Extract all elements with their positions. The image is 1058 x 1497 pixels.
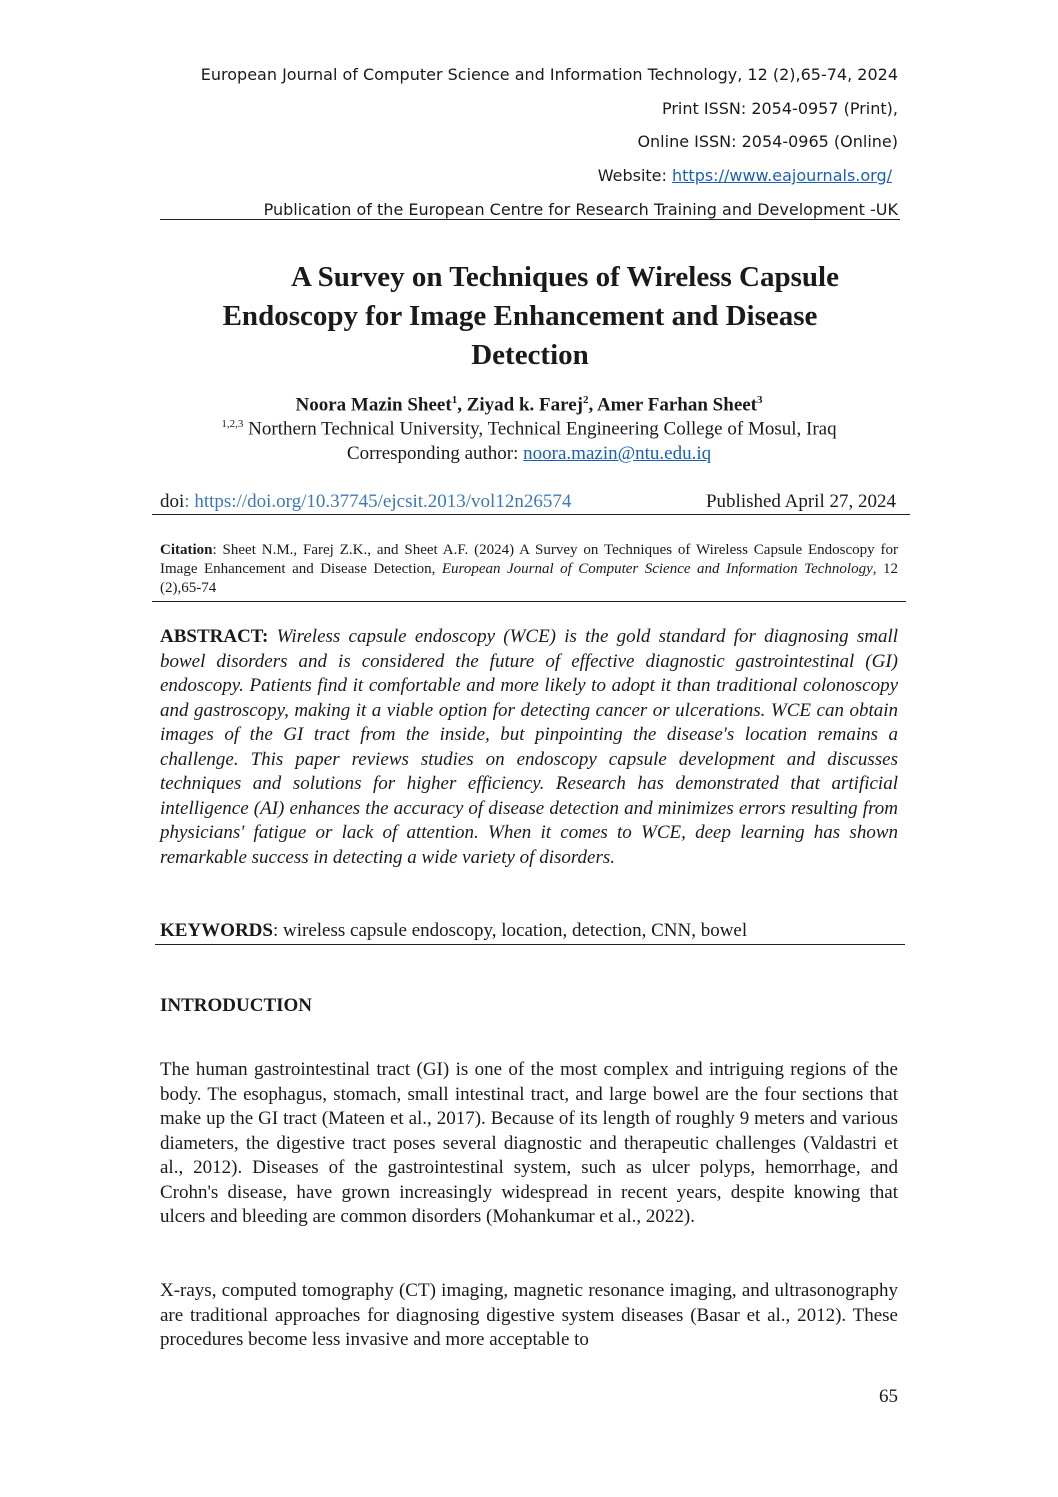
introduction-heading: INTRODUCTION	[160, 995, 313, 1016]
doi-line	[160, 491, 571, 513]
affiliation	[0, 418, 1058, 440]
doi-rule	[152, 514, 910, 515]
keywords-label: KEYWORDS	[160, 920, 273, 941]
citation-journal: European Journal of Computer Science and Information Technology	[441, 561, 873, 577]
doi-colon: :	[184, 491, 195, 512]
affiliation-text: Northern Technical University, Technical Engineering College of Mosul, Iraq	[243, 418, 837, 440]
page-number: 65	[879, 1386, 898, 1407]
paper-title	[150, 258, 910, 375]
author-separator: ,	[588, 394, 597, 416]
print-issn: Print ISSN: 2054-0957 (Print),	[661, 99, 898, 118]
corresponding-author	[0, 443, 1058, 465]
keywords-rule	[155, 944, 905, 945]
authors	[0, 394, 1058, 416]
citation-block	[160, 541, 898, 598]
author-sup: 2	[582, 394, 589, 406]
website-link[interactable]: https://www.eajournals.org/	[672, 166, 892, 185]
header-rule	[160, 219, 900, 220]
doi-link[interactable]: https://doi.org/10.37745/ejcsit.2013/vol12n26574	[194, 491, 572, 512]
website-line	[598, 166, 892, 185]
abstract-label: ABSTRACT:	[160, 626, 269, 647]
author-sup: 1	[451, 394, 458, 406]
citation-rule	[152, 601, 906, 602]
title-line-3: Detection	[471, 339, 589, 371]
keywords-text: : wireless capsule endoscopy, location, detection, CNN, bowel	[272, 920, 748, 941]
corresponding-email-link[interactable]: noora.mazin@ntu.edu.iq	[523, 443, 712, 464]
abstract-block	[160, 625, 898, 870]
introduction-paragraph: The human gastrointestinal tract (GI) is one of the most complex and intriguing regions of the body. The esophagus, stomach, small intestinal tract, and large bowel are the four sections that make up the GI tract (Mateen et al., 2017). Because of its length of roughly 9 meters and various diameters, the digestive tract poses several diagnostic and therapeutic challenges (Valdastri et al., 2012). Diseases of the gastrointestinal system, such as ulcer polyps, hemorrhage, and Crohn's disease, have grown increasingly widespread in recent years, despite knowing that ulcers and bleeding are common disorders (Mohankumar et al., 2022).	[160, 1059, 898, 1227]
citation-label: Citation	[160, 542, 213, 558]
title-line-1: A Survey on Techniques of Wireless Capsule	[291, 261, 839, 293]
doi-label: doi	[160, 491, 185, 512]
abstract-text: Wireless capsule endoscopy (WCE) is the gold standard for diagnosing small bowel disorders and is considered the future of effective diagnostic gastrointestinal (GI) endoscopy. Patients find it comfortable and more likely to adopt it than traditional colonoscopy and gastroscopy, making it a viable option for detecting cancer or ulcerations. WCE can obtain images of the GI tract from the inside, but pinpointing the disease's location remains a challenge. This paper reviews studies on endoscopy capsule development and discusses techniques and solutions for higher efficiency. Research has demonstrated that artificial intelligence (AI) enhances the accuracy of disease detection and minimizes errors resulting from physicians' fatigue or lack of attention. When it comes to WCE, deep learning has shown remarkable success in detecting a wide variety of disorders.	[160, 626, 898, 868]
author-separator: ,	[457, 394, 467, 416]
introduction-paragraph: X-rays, computed tomography (CT) imaging, magnetic resonance imaging, and ultrasonography are traditional approaches for diagnosing digestive system diseases (Basar et al., 2012). These procedures become less invasive and more acceptable to	[160, 1280, 898, 1350]
citation-end: , 12 (2),65-74	[160, 561, 898, 596]
online-issn: Online ISSN: 2054-0965 (Online)	[637, 132, 898, 151]
author-name: Ziyad k. Farej	[466, 394, 583, 416]
author-name: Amer Farhan Sheet	[596, 394, 758, 416]
author-name: Noora Mazin Sheet	[295, 394, 452, 416]
corresponding-label: Corresponding author:	[346, 443, 524, 464]
citation-text: : Sheet N.M., Farej Z.K., and Sheet A.F. (2024) A Survey on Techniques of Wireless Capsule Endoscopy for Image Enhancement and Disease Detection,	[160, 542, 898, 577]
keywords-line	[160, 920, 747, 942]
title-line-2: Endoscopy for Image Enhancement and Disease	[222, 300, 818, 332]
journal-header-line: European Journal of Computer Science and Information Technology, 12 (2),65-74, 2024	[200, 65, 898, 84]
author-sup: 3	[757, 394, 763, 406]
publisher-line: Publication of the European Centre for Research Training and Development -UK	[263, 200, 898, 219]
affiliation-sup: 1,2,3	[221, 418, 244, 430]
published-date: Published April 27, 2024	[705, 491, 896, 512]
website-label: Website:	[597, 166, 672, 185]
